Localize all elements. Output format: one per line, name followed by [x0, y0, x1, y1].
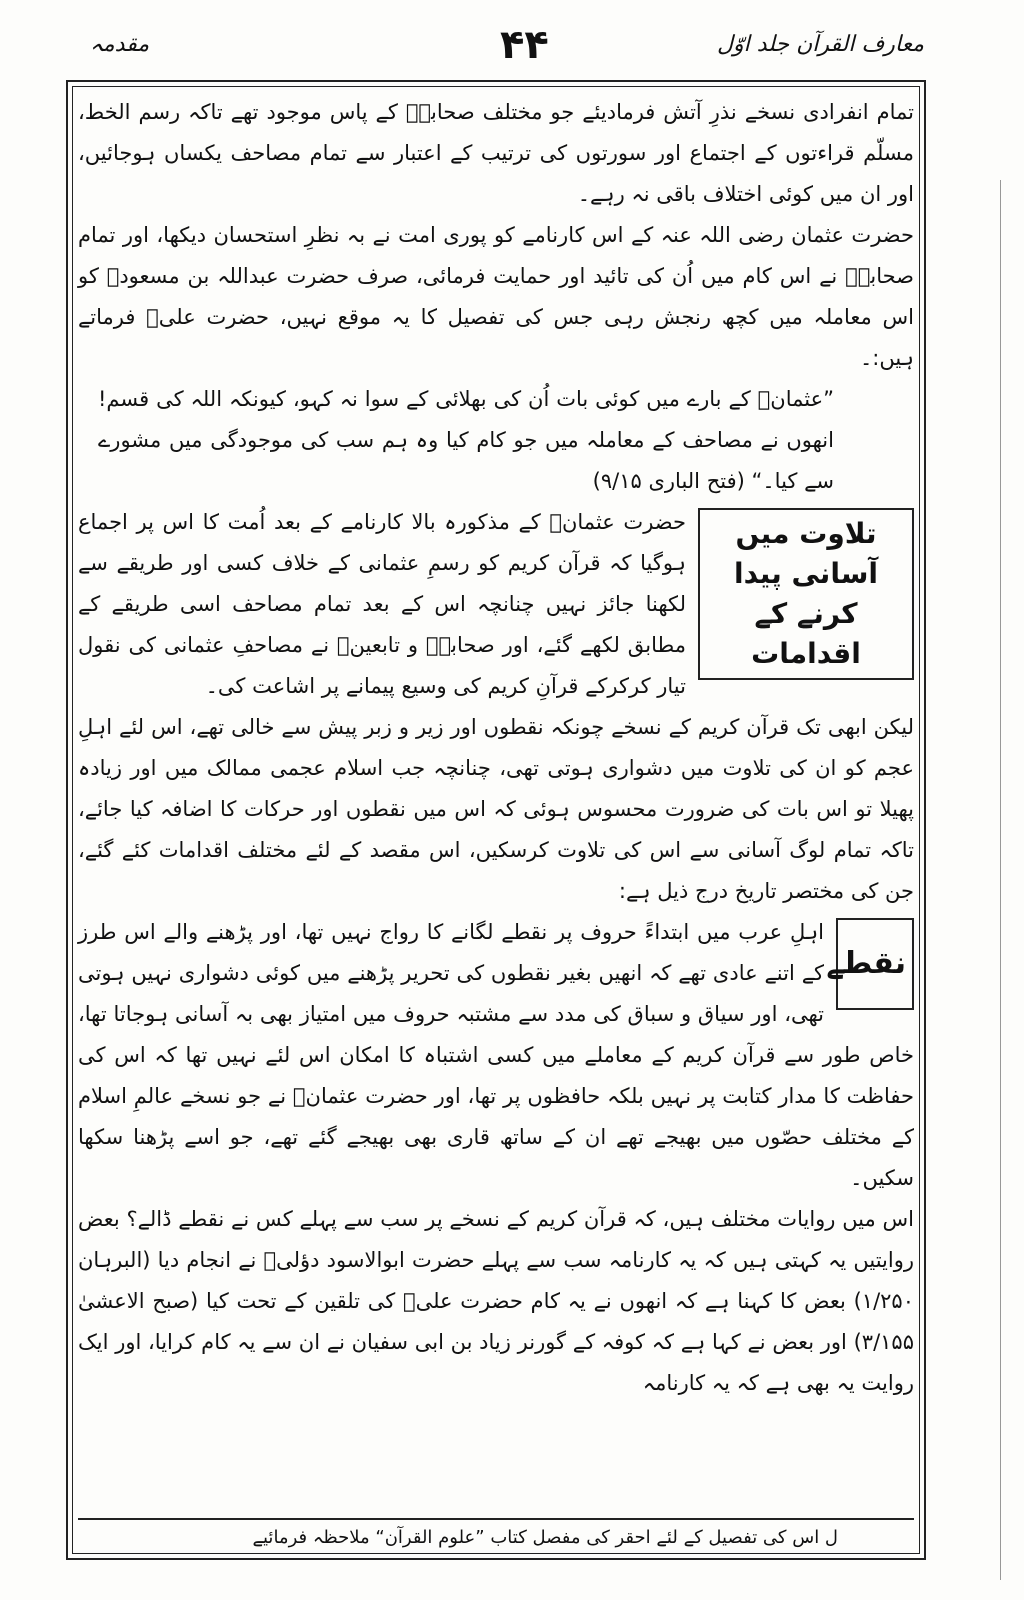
quote-ali: ”عثمانؓ کے بارے میں کوئی بات اُن کی بھلائی کے سوا نہ کہو، کیونکہ اللہ کی قسم! انھوں نے مصاحف کے معاملہ میں جو کام کیا وہ ہم سب کی موجودگی میں مشورے سے کیا۔“ (فتح الباری ۹/۱۵)	[98, 387, 834, 493]
paragraph-1: تمام انفرادی نسخے نذرِ آتش فرمادیئے جو مختلف صحابہؓ کے پاس موجود تھے تاکہ رسم الخط، مسلّم قراءتوں کے اجتماع اور سورتوں کی ترتیب کے اعتبار سے تمام مصاحف یکساں ہوجائیں، اور ان میں کوئی اختلاف باقی نہ رہے۔	[78, 100, 914, 206]
heading-nuqte: نقطے	[836, 918, 914, 1010]
page-number: ۴۴	[500, 22, 549, 68]
footnote: ل اس کی تفصیل کے لئے احقر کی مفصل کتاب ”علوم القرآن“ ملاحظہ فرمائیے	[252, 1527, 838, 1548]
footnote-divider	[78, 1518, 914, 1520]
book-title: معارف القرآن جلد اوّل	[716, 32, 924, 57]
main-text	[78, 92, 914, 1404]
page-header	[60, 22, 934, 72]
paragraph-7: اس میں روایات مختلف ہیں، کہ قرآن کریم کے نسخے پر سب سے پہلے کس نے نقطے ڈالے؟ بعض روایتیں یہ کہتی ہیں کہ یہ کارنامہ سب سے پہلے حضرت ابوالاسود دؤلیؒ نے انجام دیا (البرہان ۱/۲۵۰) بعض کا کہنا ہے کہ انھوں نے یہ کام حضرت علیؓ کی تلقین کے تحت کیا (صبح الاعشیٰ ۳/۱۵۵) اور بعض نے کہا ہے کہ کوفہ کے گورنر زیاد بن ابی سفیان نے ان سے یہ کام کرایا، اور ایک روایت یہ بھی ہے کہ یہ کارنامہ	[78, 1207, 914, 1395]
paragraph-4: حضرت عثمانؓ کے مذکورہ بالا کارنامے کے بعد اُمت کا اس پر اجماع ہوگیا کہ قرآن کریم کو رسمِ عثمانی کے خلاف کسی اور طریقے سے لکھنا جائز نہیں چنانچہ اس کے بعد تمام مصاحف اسی طریقے کے مطابق لکھے گئے، اور صحابہؓ و تابعینؒ نے مصاحفِ عثمانی کی نقول تیار کرکرکے قرآنِ کریم کی وسیع پیمانے پر اشاعت کی۔	[78, 510, 686, 698]
heading-tilawat: تلاوت میں آسانی پیدا کرنے کے اقدامات	[698, 508, 914, 680]
paragraph-2: حضرت عثمان رضی اللہ عنہ کے اس کارنامے کو پوری امت نے بہ نظرِ استحسان دیکھا، اور تمام صحابہؓ نے اس کام میں اُن کی تائید اور حمایت فرمائی، صرف حضرت عبداللہ بن مسعودؓ کو اس معاملہ میں کچھ رنجش رہی جس کی تفصیل کا یہ موقع نہیں، حضرت علیؓ فرماتے ہیں:۔	[78, 223, 914, 370]
section-title: مقدمہ	[90, 32, 150, 57]
margin-line	[1000, 180, 1001, 1580]
paragraph-6: اہلِ عرب میں ابتداءً حروف پر نقطے لگانے کا رواج نہیں تھا، اور پڑھنے والے اس طرز کے اتنے عادی تھے کہ انھیں بغیر نقطوں کی تحریر پڑھنے میں کوئی دشواری نہیں ہوتی تھی، اور سیاق و سباق کی مدد سے مشتبہ حروف میں امتیاز بھی بہ آسانی ہوجاتا تھا، خاص طور سے قرآن کریم کے معاملے میں کسی اشتباہ کا امکان اس لئے نہیں تھا کہ اس کی حفاظت کا مدار کتابت پر نہیں بلکہ حافظوں پر تھا، اور حضرت عثمانؓ نے جو نسخے عالمِ اسلام کے مختلف حصّوں میں بھیجے تھے ان کے ساتھ قاری بھی بھیجے گئے تھے، جو اسے پڑھنا سکھا سکیں۔	[78, 920, 914, 1190]
paragraph-5: لیکن ابھی تک قرآن کریم کے نسخے چونکہ نقطوں اور زیر و زبر پیش سے خالی تھے، اس لئے اہلِ عجم کو ان کی تلاوت میں دشواری ہوتی تھی، چنانچہ جب اسلام عجمی ممالک میں اور زیادہ پھیلا تو اس بات کی ضرورت محسوس ہوئی کہ اس میں نقطوں اور حرکات کا اضافہ کیا جائے، تاکہ تمام لوگ آسانی سے اس کی تلاوت کرسکیں، اس مقصد کے لئے مختلف اقدامات کئے گئے، جن کی مختصر تاریخ درج ذیل ہے:	[78, 715, 914, 903]
